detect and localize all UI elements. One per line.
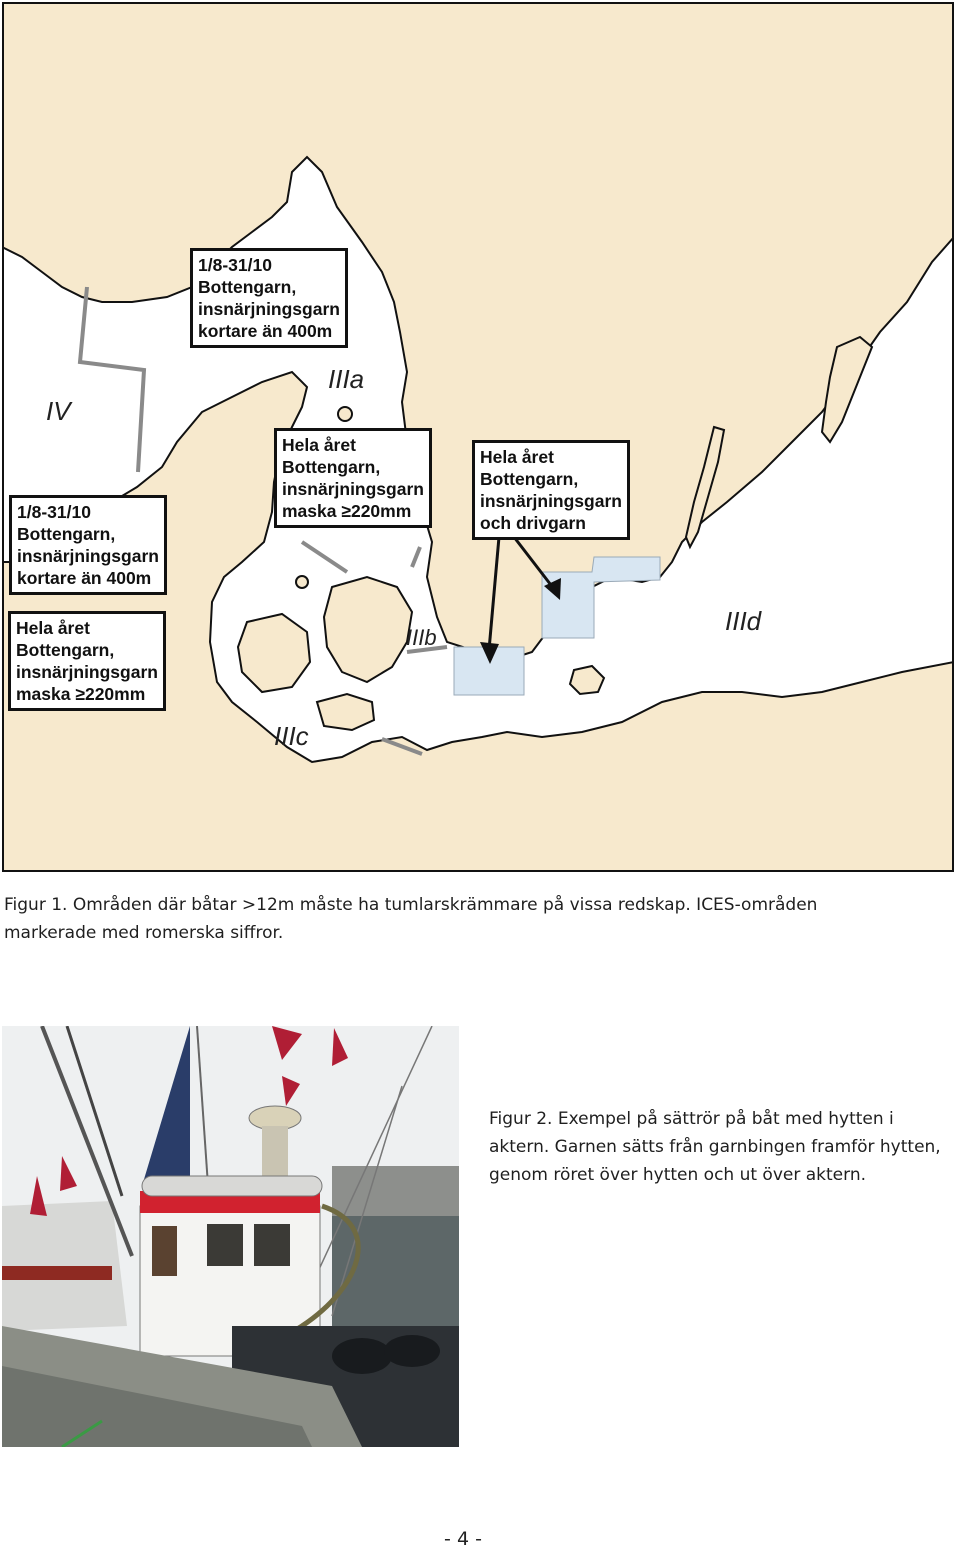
box-line: Bottengarn, bbox=[480, 469, 579, 489]
box-southern-baltic bbox=[472, 440, 630, 540]
box-kattegat bbox=[274, 428, 432, 528]
box-line: insnärjningsgarn bbox=[198, 299, 340, 319]
box-line: insnärjningsgarn bbox=[16, 662, 158, 682]
caption-line: aktern. Garnen sätts från garnbingen framför hytten, bbox=[489, 1137, 941, 1157]
box-line: Bottengarn, bbox=[16, 640, 115, 660]
box-line: Bottengarn, bbox=[198, 277, 297, 297]
boat-photo bbox=[2, 1026, 459, 1447]
box-line: maska ≥220mm bbox=[16, 684, 146, 704]
boat-photo-graphic bbox=[2, 1026, 459, 1447]
box-line: maska ≥220mm bbox=[282, 501, 412, 521]
caption-line: markerade med romerska siffror. bbox=[4, 923, 284, 943]
box-line: 1/8-31/10 bbox=[198, 255, 272, 275]
lolland bbox=[317, 694, 374, 730]
box-line: Bottengarn, bbox=[17, 524, 116, 544]
box-skagerrak bbox=[190, 248, 348, 348]
box-line: insnärjningsgarn bbox=[480, 491, 622, 511]
figure1-caption bbox=[4, 891, 944, 947]
box-line: Hela året bbox=[480, 447, 554, 467]
anholt-island bbox=[338, 407, 352, 421]
box-line: Hela året bbox=[282, 435, 356, 455]
zone-label-iiia: IIIa bbox=[328, 364, 365, 394]
caption-line: Figur 1. Områden där båtar >12m måste ha tumlarskrämmare på vissa redskap. ICES-områden bbox=[4, 895, 818, 915]
box-line: kortare än 400m bbox=[17, 568, 152, 588]
ices-map bbox=[2, 2, 954, 872]
page-number: - 4 - bbox=[444, 1528, 482, 1550]
box-line: 1/8-31/10 bbox=[17, 502, 91, 522]
zone-label-iiid: IIId bbox=[725, 606, 762, 636]
box-line: och drivgarn bbox=[480, 513, 586, 533]
figure2-caption bbox=[489, 1105, 949, 1189]
box-line: kortare än 400m bbox=[198, 321, 333, 341]
box-west-short bbox=[9, 495, 167, 595]
box-line: Hela året bbox=[16, 618, 90, 638]
box-west-mesh bbox=[8, 611, 166, 711]
zone-label-iiib: IIIb bbox=[406, 625, 437, 650]
box-line: insnärjningsgarn bbox=[282, 479, 424, 499]
map-graphic bbox=[2, 2, 954, 872]
samso-island bbox=[296, 576, 308, 588]
box-line: Bottengarn, bbox=[282, 457, 381, 477]
caption-line: Figur 2. Exempel på sättrör på båt med hytten i bbox=[489, 1109, 894, 1129]
box-line: insnärjningsgarn bbox=[17, 546, 159, 566]
zone-label-iv: IV bbox=[46, 396, 71, 426]
zone-label-iiic: IIIc bbox=[274, 721, 309, 751]
caption-line: genom röret över hytten och ut över aktern. bbox=[489, 1165, 867, 1185]
